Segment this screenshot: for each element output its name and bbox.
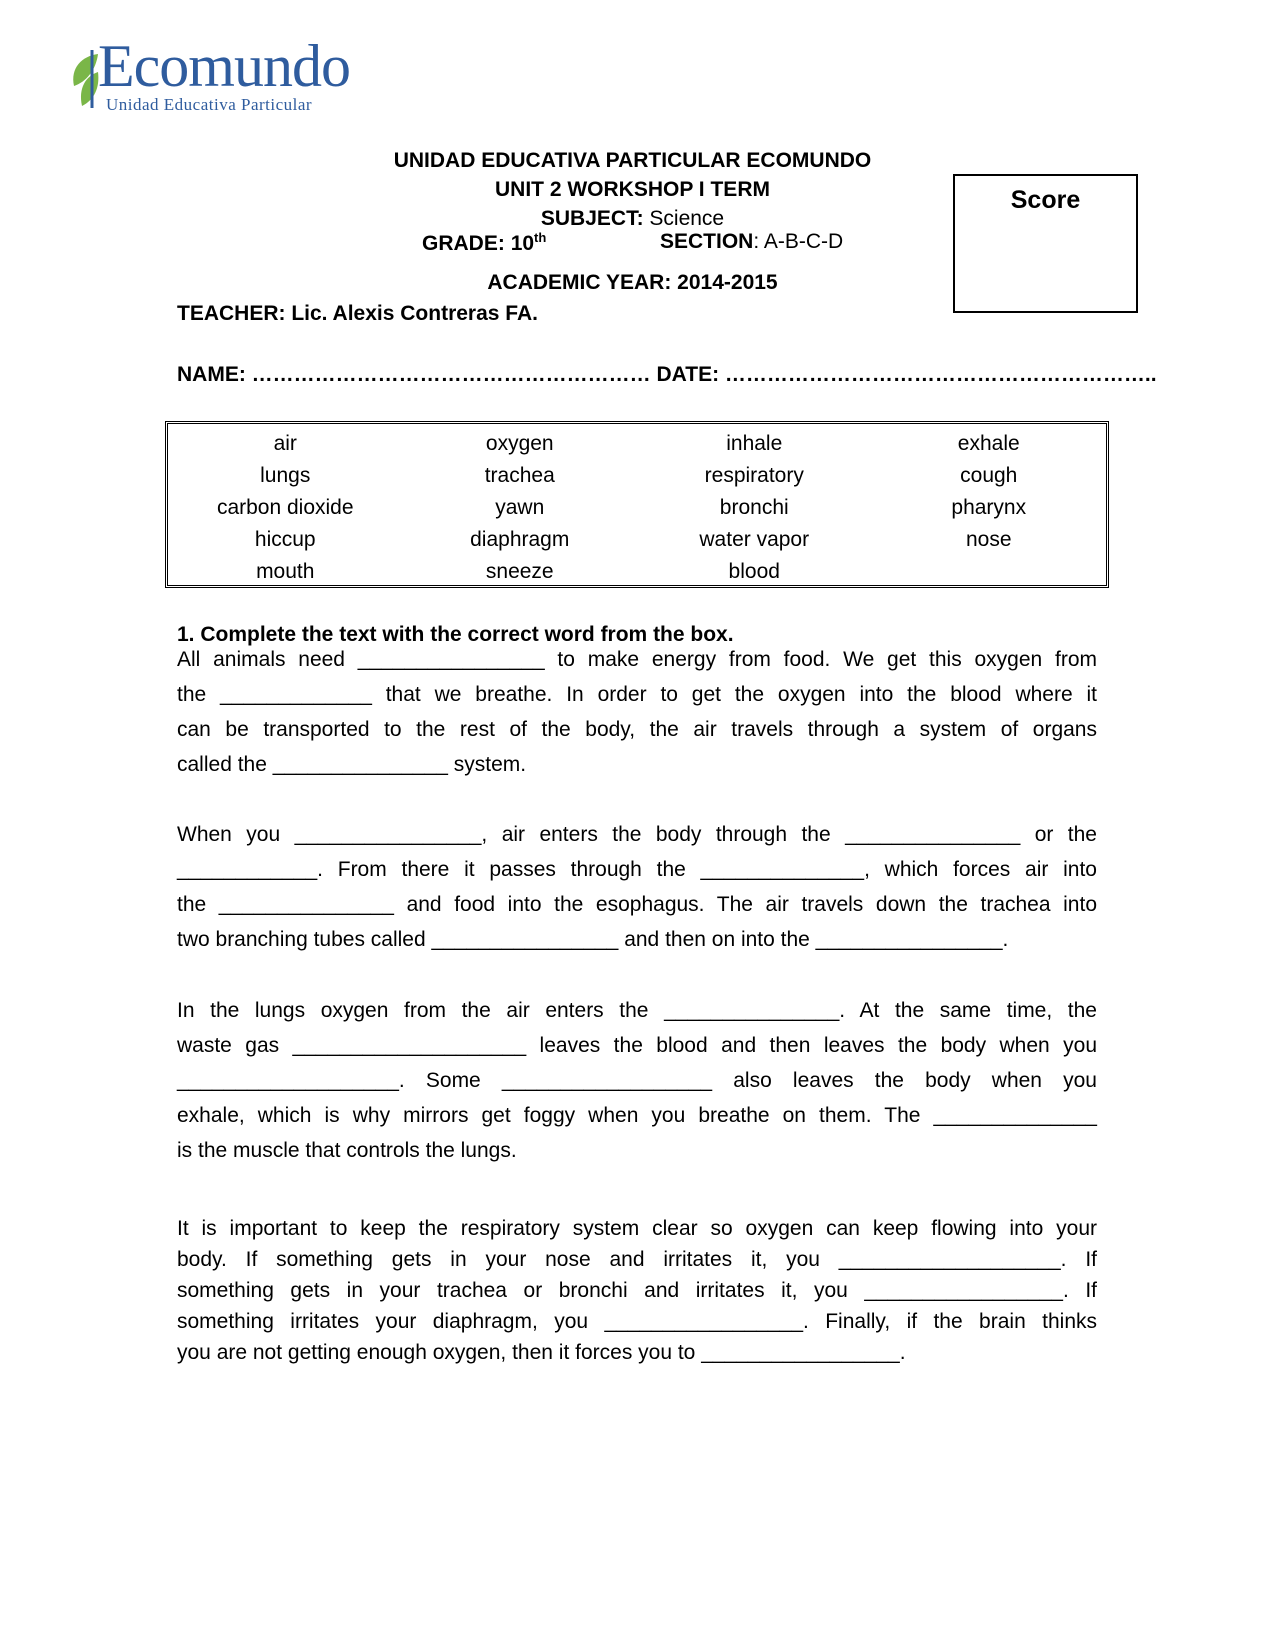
teacher-line: TEACHER: Lic. Alexis Contreras FA. <box>177 302 538 325</box>
paragraph-1 <box>177 642 1097 782</box>
paragraph-line: waste gas ____________________ leaves the blood and then leaves the body when you <box>177 1034 1097 1057</box>
word-bank-row <box>168 524 1106 556</box>
word-bank-item: sneeze <box>485 560 554 583</box>
section-line <box>660 230 843 254</box>
grade-line <box>422 230 546 256</box>
word-bank-item: mouth <box>256 560 315 583</box>
workshop-title: UNIT 2 WORKSHOP I TERM <box>495 178 770 201</box>
word-bank-item: lungs <box>260 464 311 487</box>
word-bank-item: respiratory <box>704 464 804 487</box>
subject-line <box>300 208 965 229</box>
word-bank-item: oxygen <box>485 432 554 455</box>
word-bank-item: bronchi <box>719 496 789 519</box>
word-bank-row <box>168 556 1106 588</box>
word-bank-item: air <box>273 432 297 455</box>
word-bank-item: inhale <box>726 432 783 455</box>
word-bank-item: carbon dioxide <box>216 496 354 519</box>
word-bank-item: nose <box>965 528 1012 551</box>
word-bank-item: exhale <box>957 432 1020 455</box>
paragraph-line: called the _______________ system. <box>177 753 527 776</box>
paragraph-line: you are not getting enough oxygen, then it forces you to _________________. <box>177 1341 906 1364</box>
score-box <box>953 174 1138 313</box>
word-bank-item: hiccup <box>254 528 316 551</box>
school-logo <box>68 33 350 120</box>
grade-value: 10 <box>510 232 535 255</box>
word-bank-item: diaphragm <box>470 528 570 551</box>
school-title: UNIDAD EDUCATIVA PARTICULAR ECOMUNDO <box>393 149 872 172</box>
word-bank-item: trachea <box>484 464 555 487</box>
question-title: 1. Complete the text with the correct word from the box. <box>177 623 734 646</box>
paragraph-4 <box>177 1213 1097 1368</box>
paragraph-line: It is important to keep the respiratory system clear so oxygen can keep flowing into your <box>177 1217 1097 1240</box>
word-bank <box>165 421 1109 588</box>
word-bank-row <box>168 428 1106 460</box>
leaf-logo-icon <box>68 46 102 110</box>
section-value: : A-B-C-D <box>753 230 844 253</box>
paragraph-line: In the lungs oxygen from the air enters the _______________. At the same time, the <box>177 999 1097 1022</box>
paragraph-line: When you ________________, air enters the body through the _______________ or the <box>177 823 1097 846</box>
paragraph-line: body. If something gets in your nose and irritates it, you ___________________. If <box>177 1248 1097 1271</box>
word-bank-row <box>168 460 1106 492</box>
grade-label: GRADE: <box>422 232 505 255</box>
paragraph-line: the _______________ and food into the esophagus. The air travels down the trachea into <box>177 893 1097 916</box>
section-label: SECTION <box>660 230 754 253</box>
name-date-line: NAME: ………………………………………………… DATE: …………………………………………………….. <box>177 363 1157 386</box>
word-bank-row <box>168 492 1106 524</box>
word-bank-item: blood <box>728 560 780 583</box>
paragraph-3 <box>177 993 1097 1168</box>
paragraph-line: something gets in your trachea or bronchi and irritates it, you _________________. If <box>177 1279 1097 1302</box>
score-label: Score <box>1010 186 1081 214</box>
subject-label: SUBJECT: <box>540 207 644 230</box>
paragraph-line: is the muscle that controls the lungs. <box>177 1139 517 1162</box>
paragraph-line: exhale, which is why mirrors get foggy when you breathe on them. The ______________ <box>177 1104 1097 1127</box>
academic-year: ACADEMIC YEAR: 2014-2015 <box>487 271 778 294</box>
word-bank-item: yawn <box>495 496 545 519</box>
grade-suffix: th <box>534 230 547 245</box>
paragraph-line: two branching tubes called ________________ and then on into the ________________. <box>177 928 1009 951</box>
paragraph-line: can be transported to the rest of the body, the air travels through a system of organs <box>177 718 1097 741</box>
word-bank-item: pharynx <box>951 496 1027 519</box>
logo-name: Ecomundo <box>98 33 350 99</box>
word-bank-item: cough <box>960 464 1018 487</box>
paragraph-line: ____________. From there it passes through the ______________, which forces air into <box>177 858 1097 881</box>
paragraph-line: something irritates your diaphragm, you _________________. Finally, if the brain thinks <box>177 1310 1097 1333</box>
word-bank-item: water vapor <box>699 528 810 551</box>
paragraph-line: ___________________. Some __________________ also leaves the body when you <box>177 1069 1097 1092</box>
logo-subtitle: Unidad Educativa Particular <box>106 95 313 114</box>
paragraph-line: the _____________ that we breathe. In order to get the oxygen into the blood where it <box>177 683 1097 706</box>
paragraph-2 <box>177 817 1097 957</box>
subject-value: Science <box>649 207 725 230</box>
paragraph-line: All animals need ________________ to make energy from food. We get this oxygen from <box>177 648 1097 671</box>
